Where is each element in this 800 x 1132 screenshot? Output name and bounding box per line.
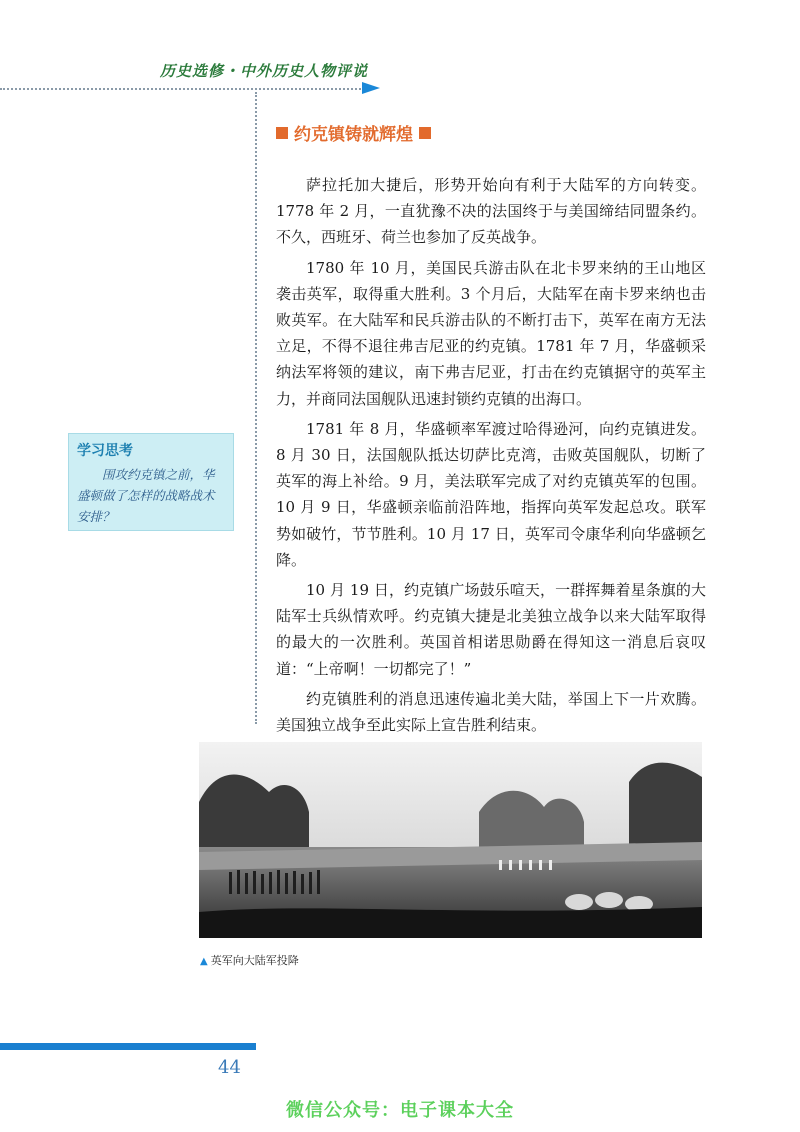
body-paragraph: 10 月 19 日，约克镇广场鼓乐喧天，一群挥舞着星条旗的大陆军士兵纵情欢呼。约克镇大捷是北美独立战争以来大陆军取得的最大的一次胜利。英国首相诺思勋爵在得知这一消息后哀叹道：“上帝啊！一切都完了！” — [276, 581, 706, 678]
figure-caption-text: 英军向大陆军投降 — [210, 954, 299, 967]
surrender-engraving-image — [199, 742, 702, 938]
sidebar-text: 围攻约克镇之前，华盛顿做了怎样的战略战术安排？ — [77, 467, 215, 524]
figure-caption — [200, 952, 299, 968]
study-sidebar — [68, 433, 234, 531]
margin-dotted-line — [255, 92, 257, 724]
triangle-icon: ▲ — [200, 956, 208, 967]
sidebar-title: 学习思考 — [77, 443, 133, 459]
square-bullet-icon — [419, 127, 431, 139]
section-heading — [276, 120, 431, 145]
header-title: 历史选修・中外历史人物评说 — [160, 62, 369, 80]
body-paragraph: 约克镇胜利的消息迅速传遍北美大陆，举国上下一片欢腾。美国独立战争至此实际上宣告胜利结束。 — [276, 689, 706, 735]
body-paragraph: 萨拉托加大捷后，形势开始向有利于大陆军的方向转变。1778 年 2 月，一直犹豫不决的法国终于与美国缔结同盟条约。不久，西班牙、荷兰也参加了反英战争。 — [276, 176, 706, 247]
watermark: 微信公众号：电子课本大全 — [286, 1100, 514, 1121]
surrender-illustration — [199, 742, 702, 938]
header-dotted-line — [0, 88, 365, 90]
arrow-icon — [362, 82, 380, 94]
body-paragraph: 1780 年 10 月，美国民兵游击队在北卡罗来纳的王山地区袭击英军，取得重大胜利。3 个月后，大陆军在南卡罗来纳也击败英军。在大陆军和民兵游击队的不断打击下，英军在南方无法立足，不得不退往弗吉尼亚的约克镇。1781 年 7 月，华盛顿采纳法军将领的建议，南下弗吉尼亚，打击在约克镇据守的英军主力，并商同法国舰队迅速封锁约克镇的出海口。 — [276, 258, 706, 408]
page-number: 44 — [218, 1057, 241, 1078]
square-bullet-icon — [276, 127, 288, 139]
footer-bar — [0, 1043, 256, 1050]
body-text — [276, 172, 706, 742]
section-heading-text: 约克镇铸就辉煌 — [294, 125, 413, 145]
body-paragraph: 1781 年 8 月，华盛顿率军渡过哈得逊河，向约克镇进发。8 月 30 日，法国舰队抵达切萨比克湾，击败英国舰队，切断了英军的海上补给。9 月，美法联军完成了对约克镇英军的包围。10 月 9 日，华盛顿亲临前沿阵地，指挥向英军发起总攻。联军势如破竹，节节胜利。10 月 17 日，英军司令康华利向华盛顿乞降。 — [276, 419, 706, 569]
